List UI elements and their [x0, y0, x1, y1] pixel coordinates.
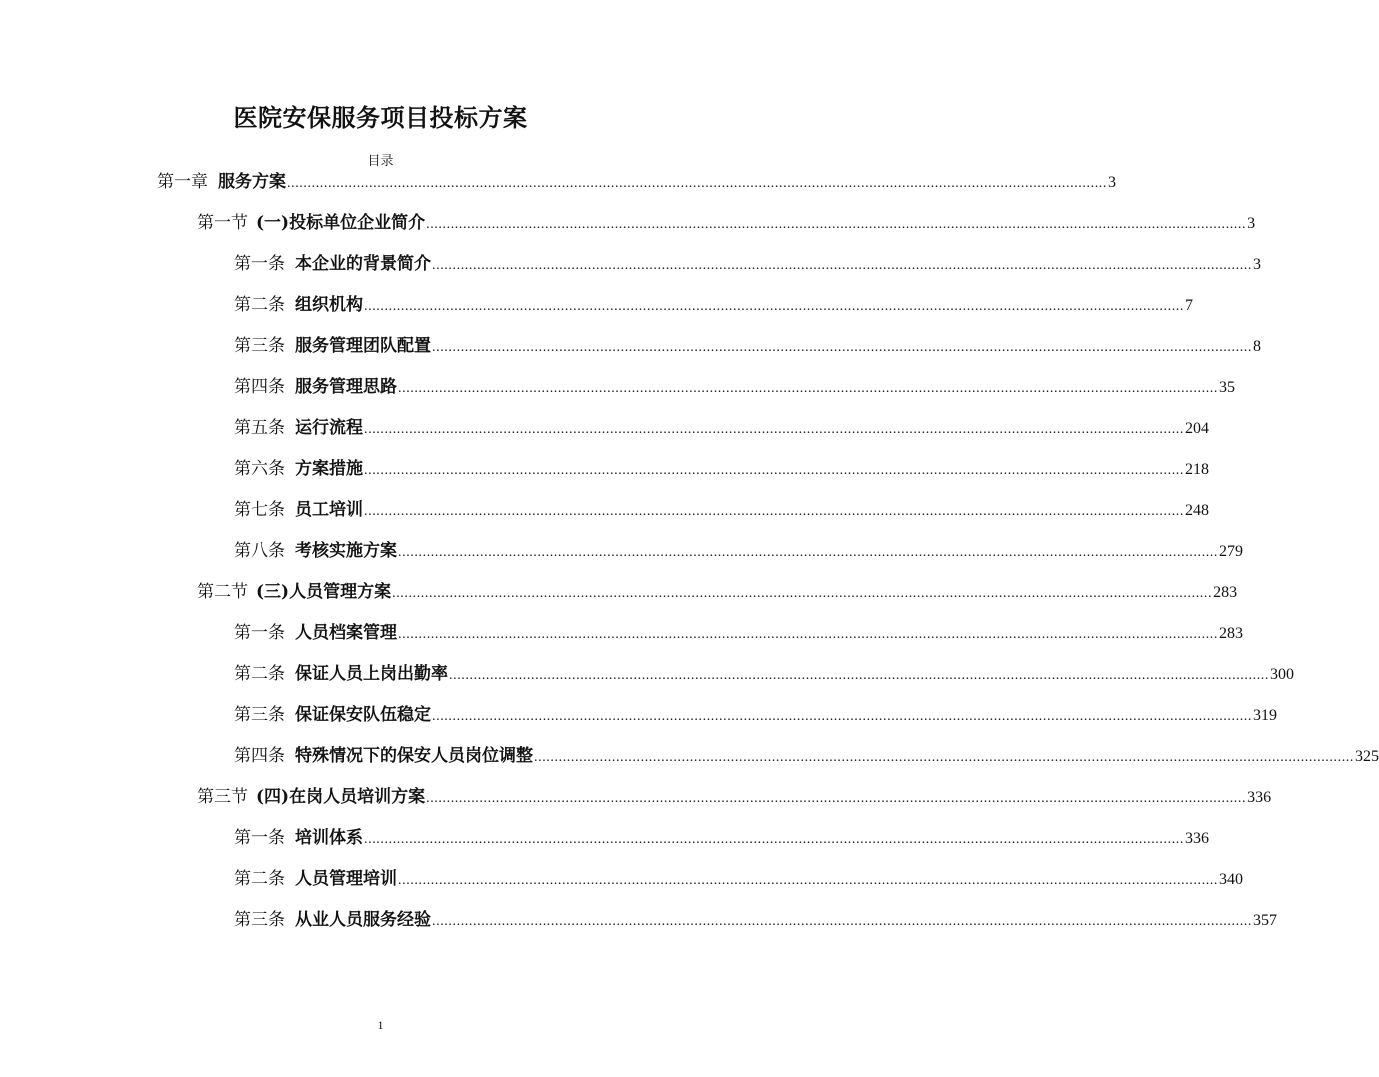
toc-entry-label: 第一条: [234, 254, 285, 274]
toc-entry-label: 第二节: [197, 582, 248, 602]
toc-entry-section-2[interactable]: [197, 578, 1238, 606]
toc-dot-leader: ........................................................................................................................................................................................................: [398, 627, 1218, 642]
toc-entry-page: 336: [1185, 830, 1209, 847]
toc-entry-label: 第三条: [234, 910, 285, 930]
toc-entry-title: 考核实施方案: [295, 541, 397, 561]
toc-entry-label: 第一节: [197, 213, 248, 233]
toc-entry-article[interactable]: [234, 742, 1379, 770]
toc-dot-leader: ........................................................................................................................................................................................................: [398, 873, 1218, 888]
toc-entry-article[interactable]: [234, 332, 1261, 360]
toc-entry-title: 服务管理思路: [295, 377, 397, 397]
toc-entry-page: 3: [1253, 256, 1261, 273]
toc-entry-page: 325: [1355, 748, 1379, 765]
toc-dot-leader: ........................................................................................................................................................................................................: [287, 176, 1107, 191]
toc-entry-label: 第三节: [197, 787, 248, 807]
toc-dot-leader: ........................................................................................................................................................................................................: [432, 258, 1252, 273]
toc-entry-label: 第七条: [234, 500, 285, 520]
toc-dot-leader: ........................................................................................................................................................................................................: [426, 791, 1247, 806]
toc-dot-leader: ........................................................................................................................................................................................................: [432, 340, 1252, 355]
toc-entry-label: 第六条: [234, 459, 285, 479]
toc-dot-leader: ........................................................................................................................................................................................................: [364, 422, 1184, 437]
toc-entry-title: 特殊情况下的保安人员岗位调整: [295, 746, 533, 766]
toc-entry-page: 340: [1219, 871, 1243, 888]
toc-dot-leader: ........................................................................................................................................................................................................: [364, 463, 1184, 478]
toc-entry-title: (一)投标单位企业简介: [256, 213, 426, 233]
toc-entry-article[interactable]: [234, 373, 1235, 401]
toc-entry-page: 279: [1219, 543, 1243, 560]
toc-dot-leader: ........................................................................................................................................................................................................: [432, 709, 1252, 724]
toc-entry-page: 3: [1247, 215, 1256, 232]
toc-entry-article[interactable]: [234, 824, 1209, 852]
toc-entry-page: 204: [1185, 420, 1209, 437]
toc-dot-leader: ........................................................................................................................................................................................................: [426, 217, 1247, 232]
toc-entry-article[interactable]: [234, 455, 1209, 483]
toc-entry-title: 保证保安队伍稳定: [295, 705, 431, 725]
toc-heading: 目录: [367, 154, 394, 169]
toc-entry-article[interactable]: [234, 537, 1243, 565]
toc-entry-title: 从业人员服务经验: [295, 910, 431, 930]
document-title: 医院安保服务项目投标方案: [233, 103, 528, 132]
toc-entry-label: 第一条: [234, 623, 285, 643]
toc-entry-title: 培训体系: [295, 828, 363, 848]
toc-entry-title: 方案措施: [295, 459, 363, 479]
toc-entry-page: 7: [1185, 297, 1193, 314]
toc-entry-article[interactable]: [234, 250, 1261, 278]
page-number: 1: [377, 1018, 384, 1032]
toc-entry-page: 357: [1253, 912, 1277, 929]
toc-entry-article[interactable]: [234, 619, 1243, 647]
toc-entry-page: 300: [1270, 666, 1294, 683]
toc-entry-label: 第四条: [234, 746, 285, 766]
toc-entry-page: 218: [1185, 461, 1209, 478]
toc-entry-article[interactable]: [234, 701, 1277, 729]
toc-entry-section-1[interactable]: [197, 209, 1256, 237]
toc-entry-article[interactable]: [234, 865, 1243, 893]
toc-entry-article[interactable]: [234, 414, 1209, 442]
toc-entry-title: 服务方案: [218, 172, 286, 192]
toc-entry-page: 336: [1247, 789, 1272, 806]
toc-entry-page: 283: [1213, 584, 1238, 601]
toc-entry-article[interactable]: [234, 906, 1277, 934]
toc-entry-title: 运行流程: [295, 418, 363, 438]
toc-entry-chapter-1[interactable]: [157, 168, 1116, 196]
toc-entry-title: 服务管理团队配置: [295, 336, 431, 356]
toc-entry-title: 保证人员上岗出勤率: [295, 664, 448, 684]
toc-entry-label: 第五条: [234, 418, 285, 438]
toc-entry-page: 8: [1253, 338, 1261, 355]
toc-entry-section-3[interactable]: [197, 783, 1272, 811]
toc-dot-leader: ........................................................................................................................................................................................................: [364, 299, 1184, 314]
toc-entry-label: 第三条: [234, 705, 285, 725]
toc-entry-label: 第四条: [234, 377, 285, 397]
toc-dot-leader: ........................................................................................................................................................................................................: [534, 750, 1354, 765]
toc-entry-title: (三)人员管理方案: [256, 582, 392, 602]
toc-entry-title: 员工培训: [295, 500, 363, 520]
toc-entry-label: 第二条: [234, 664, 285, 684]
toc-entry-label: 第一条: [234, 828, 285, 848]
toc-entry-page: 319: [1253, 707, 1277, 724]
toc-entry-article[interactable]: [234, 660, 1294, 688]
toc-entry-title: 组织机构: [295, 295, 363, 315]
toc-entry-page: 3: [1108, 174, 1116, 191]
toc-entry-title: (四)在岗人员培训方案: [256, 787, 426, 807]
toc-entry-label: 第三条: [234, 336, 285, 356]
toc-entry-title: 人员档案管理: [295, 623, 397, 643]
toc-entry-label: 第二条: [234, 295, 285, 315]
toc-dot-leader: ........................................................................................................................................................................................................: [392, 586, 1213, 601]
toc-entry-page: 248: [1185, 502, 1209, 519]
toc-entry-article[interactable]: [234, 496, 1209, 524]
toc-entry-article[interactable]: [234, 291, 1193, 319]
toc-dot-leader: ........................................................................................................................................................................................................: [364, 832, 1184, 847]
toc-dot-leader: ........................................................................................................................................................................................................: [432, 914, 1252, 929]
toc-entry-page: 35: [1219, 379, 1235, 396]
toc-entry-label: 第一章: [157, 172, 208, 192]
toc-dot-leader: ........................................................................................................................................................................................................: [364, 504, 1184, 519]
toc-dot-leader: ........................................................................................................................................................................................................: [398, 545, 1218, 560]
toc-entry-page: 283: [1219, 625, 1243, 642]
toc-dot-leader: ........................................................................................................................................................................................................: [449, 668, 1269, 683]
toc-dot-leader: ........................................................................................................................................................................................................: [398, 381, 1218, 396]
toc-entry-label: 第八条: [234, 541, 285, 561]
toc-entry-title: 本企业的背景简介: [295, 254, 431, 274]
toc-entry-title: 人员管理培训: [295, 869, 397, 889]
toc-entry-label: 第二条: [234, 869, 285, 889]
